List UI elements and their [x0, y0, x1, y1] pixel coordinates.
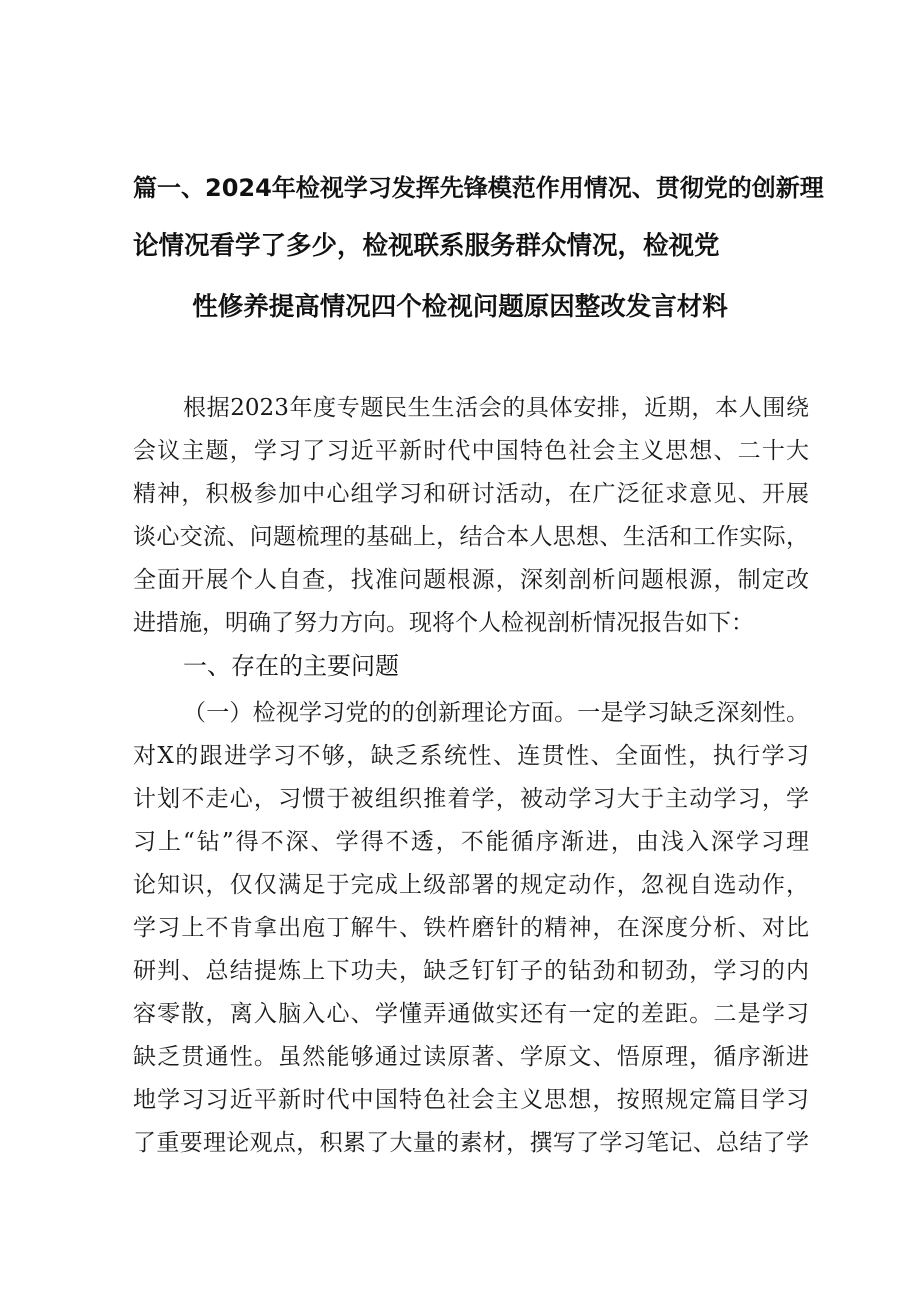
section-heading: 一、存在的主要问题 — [183, 652, 399, 680]
section-line-10: 地学习习近平新时代中国特色社会主义思想，按照规定篇目学习 — [133, 1087, 809, 1113]
document-title-line-1: 篇一、2024年检视学习发挥先锋模范作用情况、贯彻党的创新理 — [133, 174, 824, 202]
document-title-line-2: 论情况看学了多少，检视联系服务群众情况，检视党 — [133, 231, 720, 261]
section-line-9: 缺乏贯通性。虽然能够通过读原著、学原文、悟原理，循序渐进 — [133, 1044, 809, 1070]
intro-line-2: 会议主题，学习了习近平新时代中国特色社会主义思想、二十大 — [133, 438, 809, 464]
section-line-8: 容零散，离入脑入心、学懂弄通做实还有一定的差距。二是学习 — [133, 1001, 809, 1027]
intro-line-3: 精神，积极参加中心组学习和研讨活动，在广泛征求意见、开展 — [133, 481, 809, 507]
intro-line-4: 谈心交流、问题梳理的基础上，结合本人思想、生活和工作实际， — [133, 524, 809, 550]
section-line-6: 学习上不肯拿出庖丁解牛、铁杵磨针的精神，在深度分析、对比 — [133, 915, 809, 941]
section-line-7: 研判、总结提炼上下功夫，缺乏钉钉子的钻劲和韧劲，学习的内 — [133, 958, 809, 984]
intro-line-5: 全面开展个人自查，找准问题根源，深刻剖析问题根源，制定改 — [133, 567, 809, 593]
section-line-11: 了重要理论观点，积累了大量的素材，撰写了学习笔记、总结了学 — [133, 1130, 809, 1156]
document-title-line-3: 性修养提高情况四个检视问题原因整改发言材料 — [192, 292, 728, 322]
intro-line-6: 进措施，明确了努力方向。现将个人检视剖析情况报告如下： — [133, 610, 754, 636]
section-line-2: 对X的跟进学习不够，缺乏系统性、连贯性、全面性，执行学习 — [133, 743, 809, 769]
section-line-4: 习上“钻”得不深、学得不透，不能循序渐进，由浅入深学习理 — [133, 829, 809, 855]
section-line-1: （一）检视学习党的的创新理论方面。一是学习缺乏深刻性。 — [183, 700, 809, 726]
intro-line-1: 根据2023年度专题民生生活会的具体安排，近期，本人围绕 — [183, 395, 809, 421]
section-line-5: 论知识，仅仅满足于完成上级部署的规定动作，忽视自选动作， — [133, 872, 809, 898]
section-line-3: 计划不走心，习惯于被组织推着学，被动学习大于主动学习，学 — [133, 786, 809, 812]
